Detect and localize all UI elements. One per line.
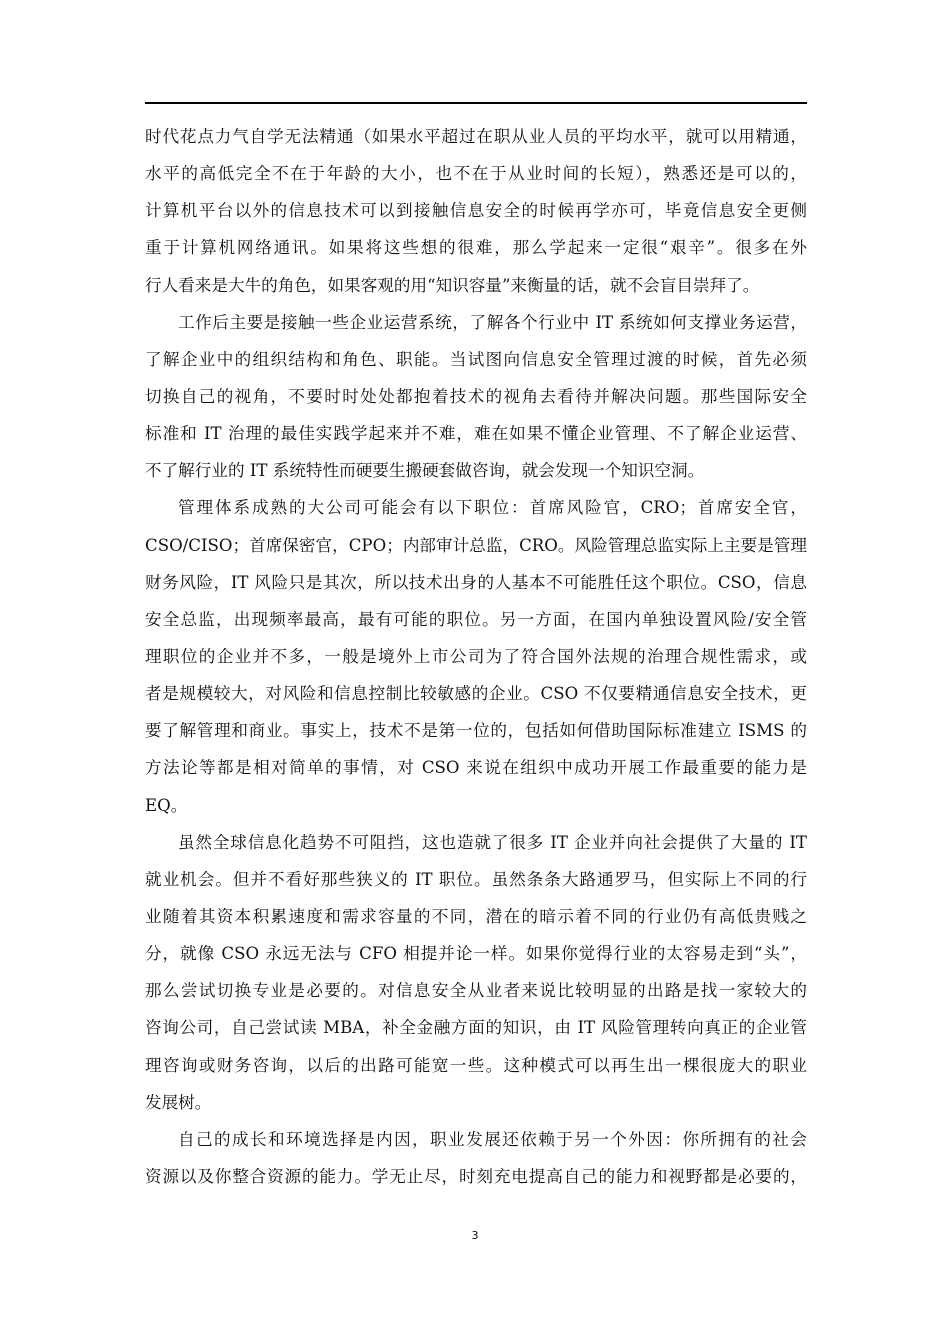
text-line: 计算机平台以外的信息技术可以到接触信息安全的时候再学亦可，毕竟信息安全更侧 [145,201,807,221]
body-text [145,118,807,1195]
header-rule [145,102,807,104]
text-line: 者是规模较大，对风险和信息控制比较敏感的企业。CSO 不仅要精通信息安全技术，更 [145,684,807,704]
text-line: 时代花点力气自学无法精通（如果水平超过在职从业人员的平均水平，就可以用精通， [145,127,807,146]
text-line: 那么尝试切换专业是必要的。对信息安全从业者来说比较明显的出路是找一家较大的 [145,981,807,1001]
text-line: 方法论等都是相对简单的事情，对 CSO 来说在组织中成功开展工作最重要的能力是 [145,758,807,778]
text-line: 要了解管理和商业。事实上，技术不是第一位的，包括如何借助国际标准建立 ISMS 的 [145,721,807,741]
text-line: 理职位的企业并不多，一般是境外上市公司为了符合国外法规的治理合规性需求，或 [145,646,807,666]
text-line: 自己的成长和环境选择是内因，职业发展还依赖于另一个外因：你所拥有的社会 [178,1129,807,1149]
text-line: 不了解行业的 IT 系统特性而硬要生搬硬套做咨询，就会发现一个知识空洞。 [145,461,705,481]
text-line: 财务风险，IT 风险只是其次，所以技术出身的人基本不可能胜任这个职位。CSO，信息 [145,572,807,592]
text-line: 理咨询或财务咨询，以后的出路可能宽一些。这种模式可以再生出一棵很庞大的职业 [145,1055,807,1075]
text-line: 了解企业中的组织结构和角色、职能。当试图向信息安全管理过渡的时候，首先必须 [145,349,807,369]
text-line: EQ。 [145,795,188,815]
text-line: 就业机会。但并不看好那些狭义的 IT 职位。虽然条条大路通罗马，但实际上不同的行 [145,869,807,889]
text-line: 分，就像 CSO 永远无法与 CFO 相提并论一样。如果你觉得行业的太容易走到“头”， [145,944,807,964]
text-line: 重于计算机网络通讯。如果将这些想的很难，那么学起来一定很“艰辛”。很多在外 [145,238,807,258]
text-line: CSO/CISO；首席保密官，CPO；内部审计总监，CRO。风险管理总监实际上主要是管理 [145,535,807,555]
text-line: 行人看来是大牛的角色，如果客观的用“知识容量”来衡量的话，就不会盲目崇拜了。 [145,275,760,295]
text-line: 切换自己的视角，不要时时处处都抱着技术的视角去看待并解决问题。那些国际安全 [145,386,807,406]
text-line: 水平的高低完全不在于年龄的大小，也不在于从业时间的长短），熟悉还是可以的， [145,164,807,184]
text-line: 咨询公司，自己尝试读 MBA，补全金融方面的知识，由 IT 风险管理转向真正的企业管 [145,1018,807,1038]
text-line: 标准和 IT 治理的最佳实践学起来并不难，难在如果不懂企业管理、不了解企业运营、 [145,424,807,444]
text-line: 管理体系成熟的大公司可能会有以下职位：首席风险官，CRO；首席安全官， [178,498,807,518]
text-line: 业随着其资本积累速度和需求容量的不同，潜在的暗示着不同的行业仍有高低贵贱之 [145,906,807,926]
page-number: 3 [471,1229,479,1242]
text-line: 资源以及你整合资源的能力。学无止尽，时刻充电提高自己的能力和视野都是必要的， [145,1166,807,1186]
text-line: 虽然全球信息化趋势不可阻挡，这也造就了很多 IT 企业并向社会提供了大量的 IT [178,832,807,852]
text-line: 安全总监，出现频率最高，最有可能的职位。另一方面，在国内单独设置风险/安全管 [145,609,807,629]
text-line: 工作后主要是接触一些企业运营系统，了解各个行业中 IT 系统如何支撑业务运营， [178,312,807,332]
text-line: 发展树。 [145,1092,212,1112]
